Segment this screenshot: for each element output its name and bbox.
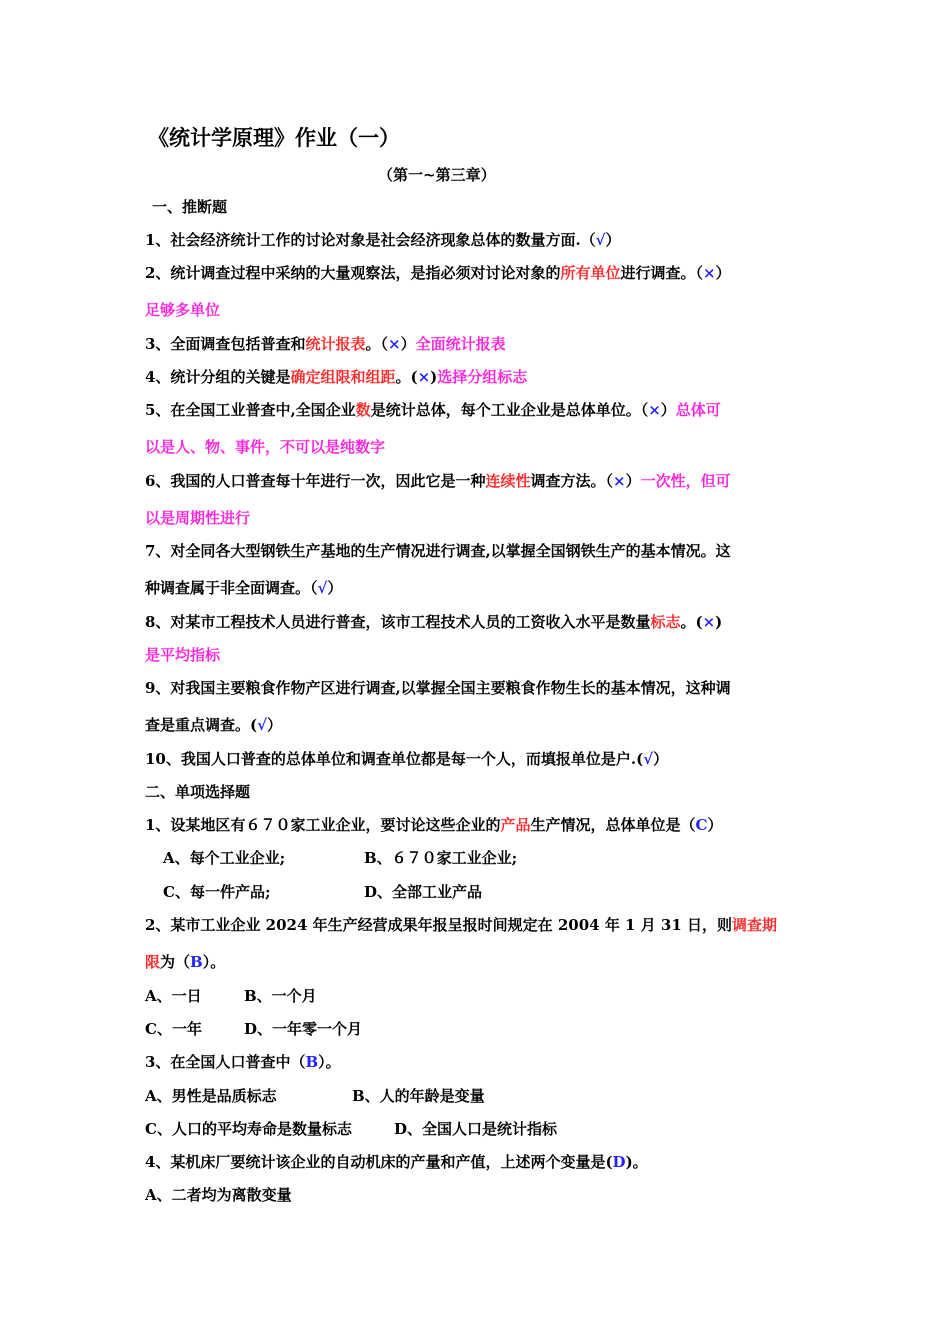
option-a: A、男性是品质标志: [145, 1087, 277, 1105]
judgement-q10: [145, 749, 668, 769]
correction-note: 以是周期性进行: [145, 509, 251, 527]
correction-note: 总体可: [675, 401, 721, 419]
judgement-q7-cont: [145, 578, 342, 598]
question-text: ）。: [202, 953, 226, 971]
judgement-q9: 9、对我国主要粮食作物产区进行调查,以掌握全国主要粮食作物生长的基本情况，这种调: [145, 679, 731, 697]
highlighted-term: 标志: [650, 613, 681, 631]
option-b: B、一个月: [244, 987, 317, 1005]
judgement-q3: [145, 334, 506, 354]
question-text: ): [430, 368, 438, 386]
question-text: 2、统计调查过程中采纳的大量观察法，是指必须对讨论对象的: [145, 264, 561, 282]
question-text: 生产情况，总体单位是（: [530, 816, 696, 834]
option-c: C、人口的平均寿命是数量标志: [145, 1120, 352, 1138]
question-text: ）: [625, 472, 641, 490]
judgement-q7: 7、对全同各大型钢铁生产基地的生产情况进行调查,以掌握全国钢铁生产的基本情况。这: [145, 542, 731, 560]
answer-mark: √: [257, 716, 267, 734]
question-text: 。(: [395, 368, 418, 386]
answer-mark: ×: [417, 368, 431, 386]
question-text: 。（: [365, 335, 388, 353]
judgement-q6: [145, 471, 731, 491]
document-subtitle: （第一~第三章）: [378, 166, 496, 184]
document-title: 《统计学原理》作业（一）: [148, 125, 400, 150]
correction-note: 全面统计报表: [415, 335, 506, 353]
highlighted-term: 连续性: [485, 472, 531, 490]
question-text: ）: [653, 750, 669, 768]
question-text: 是统计总体，每个工业企业是总体单位。（: [370, 401, 649, 419]
question-text: 4、某机床厂要统计该企业的自动机床的产量和产值，上述两个变量是(: [145, 1153, 613, 1171]
option-a: A、一日: [145, 987, 202, 1005]
question-text: ）: [266, 716, 282, 734]
judgement-q4: [145, 367, 527, 387]
option-a: A、二者均为离散变量: [145, 1186, 292, 1204]
choice-q3: [145, 1052, 341, 1072]
choice-q4: [145, 1152, 648, 1172]
highlighted-term: 所有单位: [560, 264, 621, 282]
question-text: ）: [605, 231, 621, 249]
question-text: ）: [327, 579, 343, 597]
question-text: ）: [715, 264, 731, 282]
section-heading-judgement: 一、推断题: [152, 198, 228, 216]
choice-q1: [145, 815, 722, 835]
option-c: C、每一件产品;: [163, 883, 271, 901]
option-d: D、一年零一个月: [244, 1020, 363, 1038]
option-a: A、每个工业企业;: [163, 849, 286, 867]
question-text: 10、我国人口普查的总体单位和调查单位都是每一个人，而填报单位是户.(: [145, 750, 644, 768]
correction-note: 以是人、物、事件，不可以是纯数字: [145, 438, 386, 456]
judgement-q2: [145, 263, 731, 283]
correction-note: 选择分组标志: [437, 368, 528, 386]
answer-mark: ×: [387, 335, 401, 353]
question-text: 1、社会经济统计工作的讨论对象是社会经济现象总体的数量方面.（: [145, 231, 596, 249]
answer-mark: √: [317, 579, 328, 597]
question-text: 种调查属于非全面调查。（: [145, 579, 318, 597]
judgement-q1: [145, 230, 621, 250]
option-d: D、全部工业产品: [364, 883, 483, 901]
answer-mark: √: [595, 231, 606, 249]
question-text: 3、全面调查包括普查和: [145, 335, 306, 353]
answer-letter: B: [305, 1053, 319, 1071]
highlighted-term: 数: [355, 401, 371, 419]
answer-letter: D: [612, 1153, 626, 1171]
option-c: C、一年: [145, 1020, 202, 1038]
question-text: 2、某市工业企业 2024 年生产经营成果年报呈报时间规定在 2004 年 1 月 31 日，则: [145, 916, 733, 934]
question-text: 4、统计分组的关键是: [145, 368, 291, 386]
question-text: 查是重点调查。(: [145, 716, 258, 734]
question-text: 进行调查。（: [620, 264, 703, 282]
correction-note: 一次性，但可: [640, 472, 731, 490]
highlighted-term: 产品: [500, 816, 531, 834]
section-heading-choice: 二、单项选择题: [145, 783, 251, 801]
question-text: 6、我国的人口普查每十年进行一次，因此它是一种: [145, 472, 486, 490]
highlighted-term: 确定组限和组距: [290, 368, 396, 386]
question-text: 为（: [160, 953, 191, 971]
question-text: 调查方法。（: [530, 472, 613, 490]
highlighted-term: 统计报表: [305, 335, 366, 353]
question-text: )。: [625, 1153, 648, 1171]
answer-mark: ×: [648, 401, 661, 419]
question-text: ）。: [318, 1053, 341, 1071]
question-text: 5、在全国工业普查中,全国企业: [145, 401, 356, 419]
highlighted-term: 调查期: [732, 916, 778, 934]
option-b: B、６７０家工业企业;: [364, 849, 518, 867]
option-b: B、人的年龄是变量: [352, 1087, 485, 1105]
question-text: ): [715, 613, 723, 631]
choice-q2-cont: [145, 952, 225, 972]
judgement-q5: [145, 400, 721, 420]
question-text: 8、对某市工程技术人员进行普查，该市工程技术人员的工资收入水平是数量: [145, 613, 651, 631]
answer-mark: ×: [612, 472, 626, 490]
answer-mark: ×: [702, 264, 716, 282]
answer-mark: √: [643, 750, 654, 768]
correction-note: 足够多单位: [145, 301, 221, 319]
question-text: 3、在全国人口普查中（: [145, 1053, 306, 1071]
question-text: 1、设某地区有６７０家工业企业，要讨论这些企业的: [145, 816, 501, 834]
question-text: ）: [660, 401, 676, 419]
answer-letter: B: [190, 953, 203, 971]
question-text: 。(: [680, 613, 703, 631]
choice-q2: [145, 915, 777, 935]
judgement-q8: [145, 612, 722, 632]
highlighted-term: 限: [145, 953, 161, 971]
option-d: D、全国人口是统计指标: [394, 1120, 558, 1138]
answer-letter: C: [695, 816, 708, 834]
question-text: ）: [400, 335, 416, 353]
question-text: ）: [707, 816, 723, 834]
judgement-q9-cont: [145, 715, 282, 735]
correction-note: 是平均指标: [145, 646, 221, 664]
answer-mark: ×: [702, 613, 716, 631]
